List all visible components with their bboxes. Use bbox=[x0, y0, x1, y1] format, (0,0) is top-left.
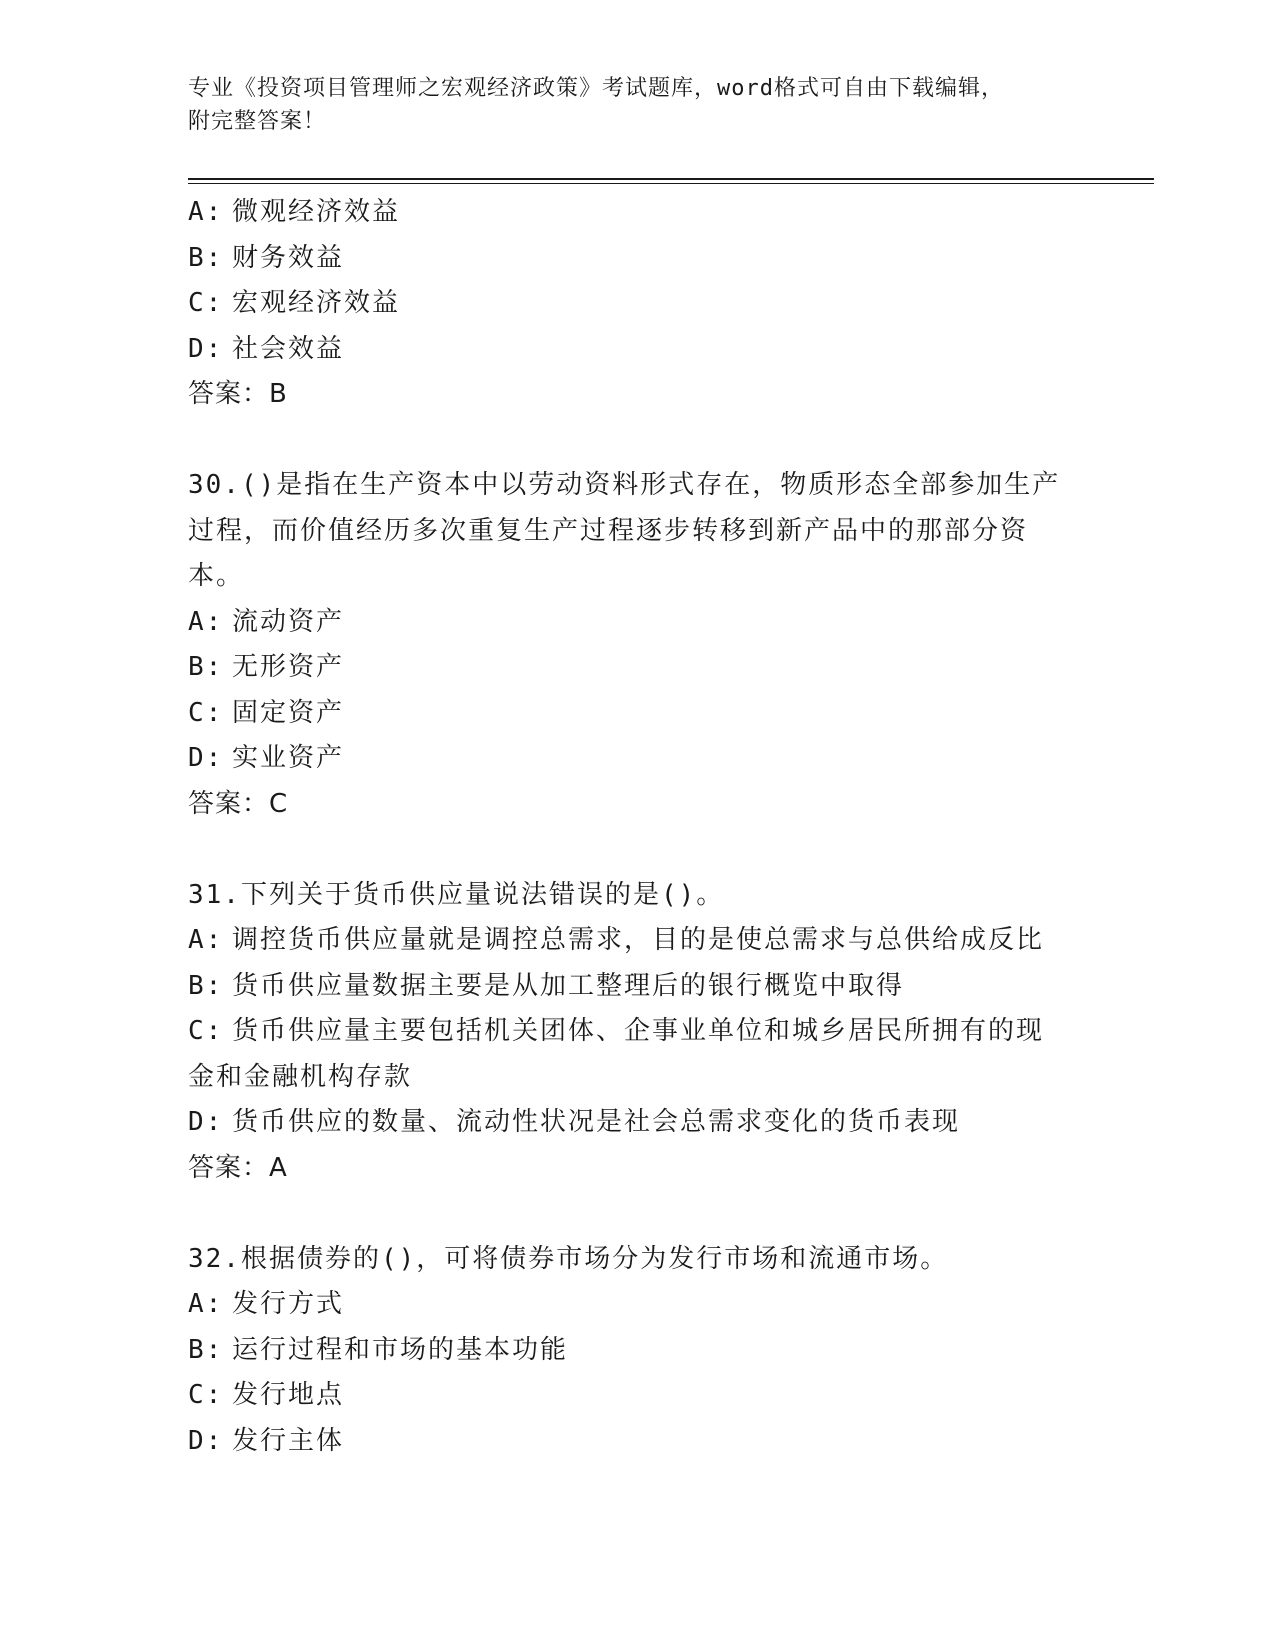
question-30 bbox=[188, 463, 1088, 827]
question-text-line: 31.下列关于货币供应量说法错误的是()。 bbox=[188, 879, 725, 910]
page-header bbox=[188, 72, 1088, 138]
option-c: C: 货币供应量主要包括机关团体、企事业单位和城乡居民所拥有的现 bbox=[188, 1016, 1045, 1046]
answer-line: 答案：A bbox=[188, 1152, 288, 1183]
question-text-line: 32.根据债券的()，可将债券市场分为发行市场和流通市场。 bbox=[188, 1243, 949, 1274]
question-spacer bbox=[188, 1191, 1088, 1237]
option-a: A: 流动资产 bbox=[188, 606, 345, 637]
option-d: D: 社会效益 bbox=[188, 333, 345, 364]
question-list bbox=[188, 190, 1088, 1464]
option-a: A: 发行方式 bbox=[188, 1289, 345, 1319]
question-31 bbox=[188, 873, 1088, 1192]
question-text-line: 本。 bbox=[188, 561, 245, 591]
option-b: B: 货币供应量数据主要是从加工整理后的银行概览中取得 bbox=[188, 970, 905, 1001]
answer-line: 答案：C bbox=[188, 788, 289, 819]
option-c: C: 发行地点 bbox=[188, 1380, 345, 1410]
option-d: D: 货币供应的数量、流动性状况是社会总需求变化的货币表现 bbox=[188, 1107, 961, 1137]
header-line-2: 附完整答案！ bbox=[188, 109, 327, 134]
option-a: A: 微观经济效益 bbox=[188, 197, 401, 227]
option-d: D: 发行主体 bbox=[188, 1425, 345, 1456]
question-spacer bbox=[188, 418, 1088, 464]
option-b: B: 无形资产 bbox=[188, 652, 345, 682]
question-29 bbox=[188, 190, 1088, 418]
option-a: A: 调控货币供应量就是调控总需求，目的是使总需求与总供给成反比 bbox=[188, 925, 1045, 955]
option-d: D: 实业资产 bbox=[188, 743, 345, 773]
question-text-line: 30.()是指在生产资本中以劳动资料形式存在，物质形态全部参加生产 bbox=[188, 470, 1061, 500]
option-c-continued: 金和金融机构存款 bbox=[188, 1061, 413, 1092]
header-line-1: 专业《投资项目管理师之宏观经济政策》考试题库，word格式可自由下载编辑， bbox=[188, 76, 1004, 101]
header-divider-thin bbox=[188, 183, 1154, 184]
question-spacer bbox=[188, 827, 1088, 873]
header-divider-thick bbox=[188, 178, 1154, 180]
option-b: B: 运行过程和市场的基本功能 bbox=[188, 1334, 569, 1365]
option-b: B: 财务效益 bbox=[188, 242, 345, 273]
answer-line: 答案：B bbox=[188, 379, 288, 409]
option-c: C: 固定资产 bbox=[188, 697, 345, 728]
question-text-line: 过程，而价值经历多次重复生产过程逐步转移到新产品中的那部分资 bbox=[188, 515, 1029, 546]
option-c: C: 宏观经济效益 bbox=[188, 288, 401, 318]
question-32 bbox=[188, 1237, 1088, 1465]
